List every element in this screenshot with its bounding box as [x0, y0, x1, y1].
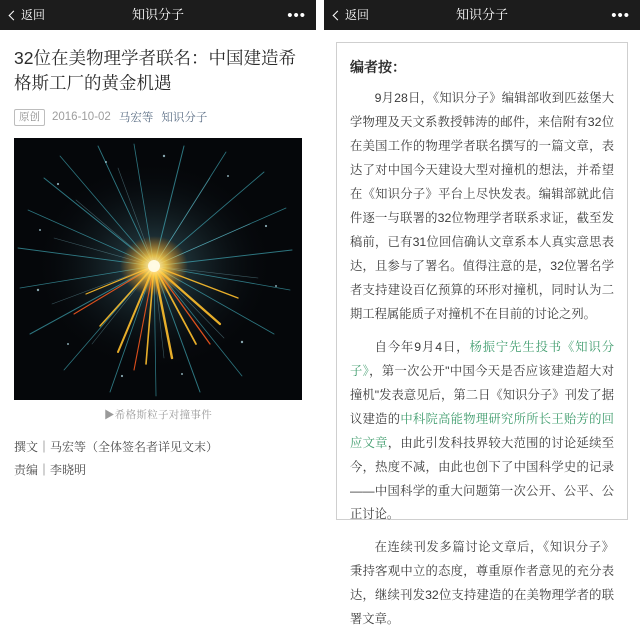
chevron-left-icon: [9, 10, 19, 20]
back-button-label: 返回: [21, 8, 46, 22]
figure-caption: ▶希格斯粒子对撞事件: [104, 408, 212, 421]
back-button-label: 返回: [345, 8, 370, 22]
link-wang-reply[interactable]: 中科院高能物理研究所所长王贻芳的回应文章: [350, 411, 614, 450]
article-figure: [14, 138, 302, 422]
editor-note-paragraph-2: [350, 336, 614, 528]
right-navbar: [324, 0, 640, 30]
article-credits: [0, 436, 316, 482]
screen-divider: [316, 0, 324, 532]
left-navbar: [0, 0, 316, 30]
left-page-title: 知识分子: [131, 7, 184, 22]
collision-event-image: [14, 138, 302, 400]
link-yang-letter[interactable]: 杨振宁先生投书《知识分子》: [350, 339, 614, 378]
editor-note-card: [336, 42, 628, 627]
publish-date: 2016-10-02: [52, 111, 111, 124]
credit-writer: 撰文｜马宏等（全体签名者详见文末）: [14, 439, 219, 454]
right-page-title: 知识分子: [455, 7, 508, 22]
back-button[interactable]: [10, 9, 45, 21]
editor-note-title: 编者按：: [350, 59, 406, 75]
chevron-left-icon: [333, 10, 343, 20]
back-button[interactable]: [334, 9, 369, 21]
credit-editor: 责编｜李晓明: [14, 462, 87, 477]
p2-text-b: ，第一次公开"中国今天是否应该建造超大对撞机"发表意见后，第二日《知识分子》刊发了据议建造的: [350, 363, 614, 426]
article-meta: [14, 109, 302, 126]
ellipsis-icon[interactable]: •••: [611, 6, 630, 24]
p2-text-a: 自今年9月4日，: [374, 339, 470, 354]
original-badge: 原创: [14, 109, 45, 126]
particle-collision-graphic: [14, 138, 302, 400]
left-phone-screen: [0, 0, 316, 532]
editor-note-paragraph-3: 在连续刊发多篇讨论文章后，《知识分子》秉持客观中立的态度，尊重原作者意见的充分表达，继续刊发32位支持建造的在美物理学者的联署文章。: [350, 540, 614, 627]
article-headline: 32位在美物理学者联名：中国建造希格斯工厂的黄金机遇: [14, 48, 296, 94]
editor-note-paragraph-1: 9月28日，《知识分子》编辑部收到匹兹堡大学物理及天文系教授韩涛的邮件，来信附有32位在美国工作的物理学者联名撰写的一篇文章，表达了对中国今天建设大型对撞机的想法，并希望在《知识分子》平台上尽快发表。编辑部就此信件逐一与联署的32位物理学者联系求证，截至发稿前，已有31位回信确认文章系本人真实意思表达，且参与了署名。值得注意的是，32位署名学者支持建设百亿预算的环形对撞机，同时认为二期工程属能质子对撞机不在目前的讨论之列。: [350, 91, 614, 321]
right-phone-screen: [324, 0, 640, 627]
account-name[interactable]: 知识分子: [161, 112, 208, 125]
p2-text-c: ，由此引发科技界较大范围的讨论延续至今，热度不减，由此也创下了中国科学史的记录——中国科学的重大问题第一次公开、公平、公正讨论。: [350, 435, 614, 522]
article-author[interactable]: 马宏等: [118, 112, 154, 125]
ellipsis-icon[interactable]: •••: [287, 6, 306, 24]
left-article: [0, 30, 316, 422]
